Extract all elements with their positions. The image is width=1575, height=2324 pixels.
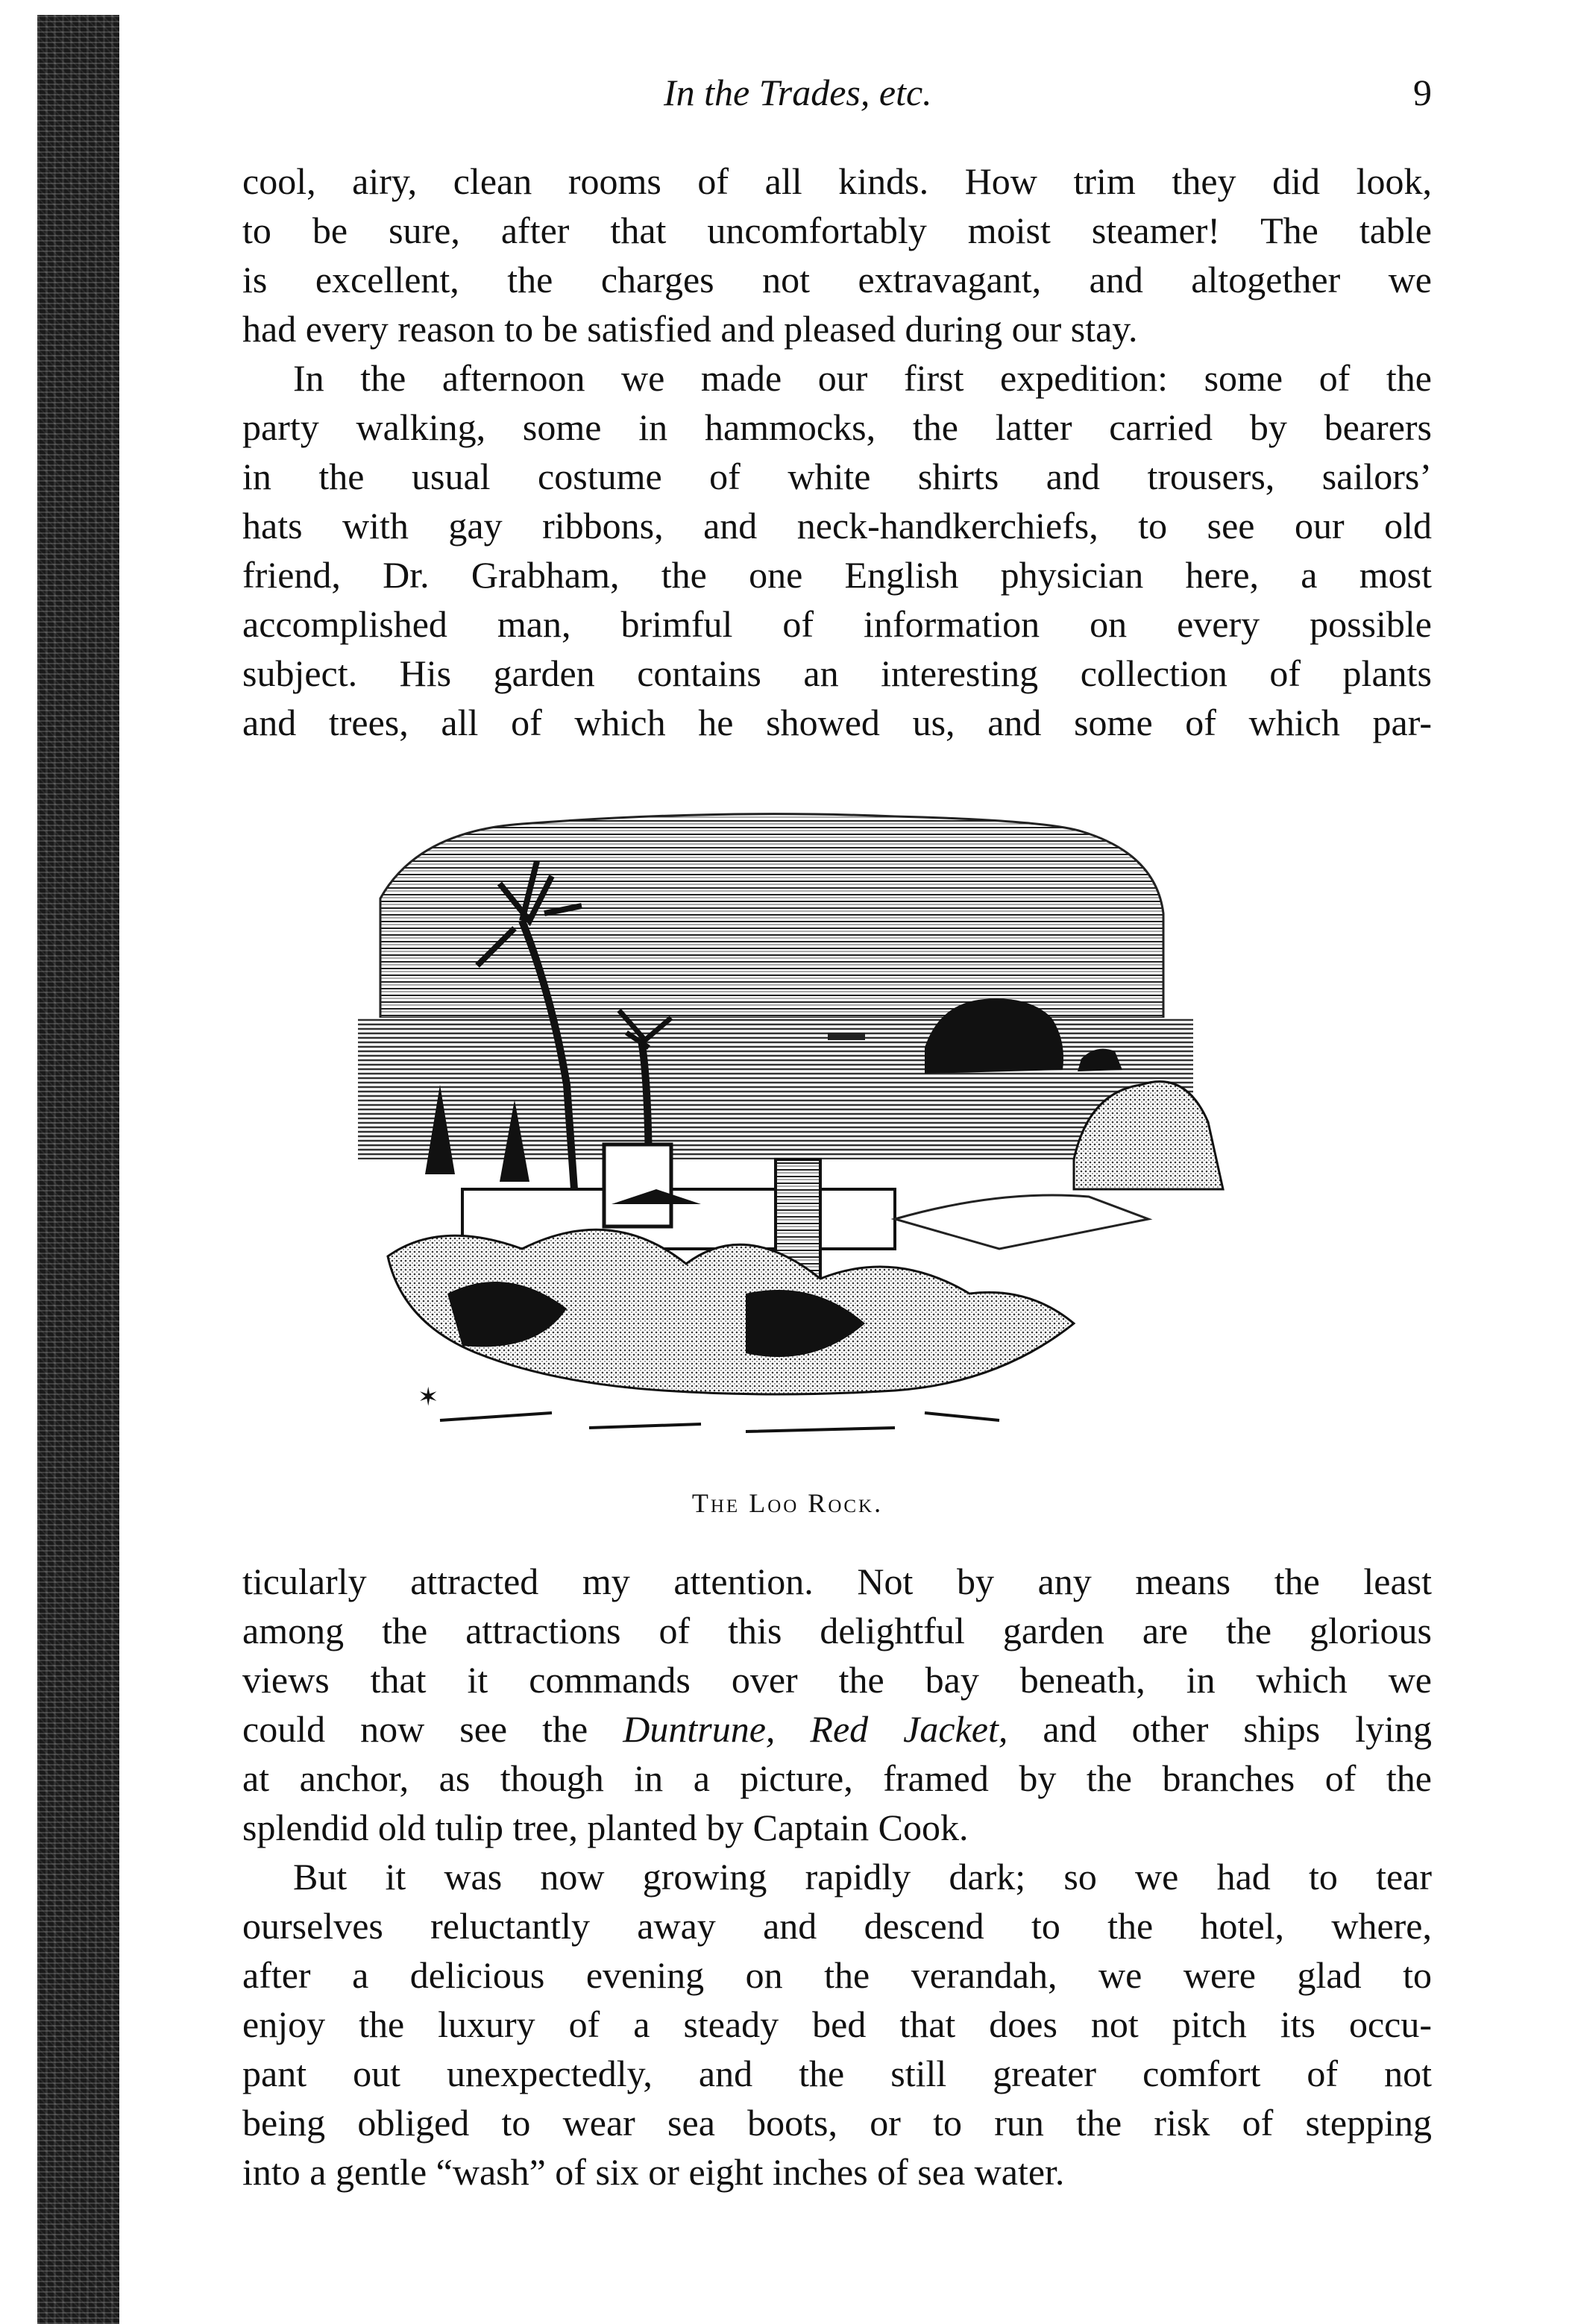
text-line: after a delicious evening on the verandah, we were glad to	[242, 1954, 1432, 1996]
page-number: 9	[1413, 72, 1432, 113]
engraver-mark: ✶	[418, 1382, 439, 1412]
book-spine-shadow	[37, 15, 119, 2324]
text-line: pant out unexpectedly, and the still greater comfort of not	[242, 2053, 1432, 2094]
text-line: among the attractions of this delightful garden are the glorious	[242, 1610, 1432, 1651]
sea	[358, 1018, 1193, 1159]
running-title: In the Trades, etc.	[664, 72, 932, 113]
text-line: cool, airy, clean rooms of all kinds. How trim they did look,	[242, 160, 1432, 202]
text-line: being obliged to wear sea boots, or to run the risk of stepping	[242, 2102, 1432, 2144]
archway	[604, 1144, 671, 1226]
distant-ship	[828, 1033, 865, 1040]
loo-rock-engraving	[328, 772, 1298, 1465]
engraving-svg	[328, 772, 1298, 1465]
figure-caption: The Loo Rock.	[691, 1488, 884, 1518]
text-line: accomplished man, brimful of information on every possible	[242, 603, 1432, 645]
ship-name: Duntrune,	[623, 1708, 776, 1750]
text-line: hats with gay ribbons, and neck-handkerchiefs, to see our old	[242, 505, 1432, 547]
text-line: ticularly attracted my attention. Not by any means the least	[242, 1561, 1432, 1602]
text-line: in the usual costume of white shirts and trousers, sailors’	[242, 456, 1432, 497]
text-line: In the afternoon we made our first expedition: some of the	[293, 357, 1432, 399]
text-line: to be sure, after that uncomfortably moist steamer! The table	[242, 210, 1432, 251]
text-line: party walking, some in hammocks, the latter carried by bearers	[242, 406, 1432, 448]
text-line: ourselves reluctantly away and descend to the hotel, where,	[242, 1905, 1432, 1947]
text-line: splendid old tulip tree, planted by Captain Cook.	[242, 1807, 969, 1848]
text-line: friend, Dr. Grabham, the one English physician here, a most	[242, 554, 1432, 596]
text-line: enjoy the luxury of a steady bed that does not pitch its occu-	[242, 2003, 1432, 2045]
distant-hills	[380, 814, 1163, 1018]
text-line: had every reason to be satisfied and pleased during our stay.	[242, 308, 1138, 350]
text-line: But it was now growing rapidly dark; so we had to tear	[293, 1856, 1432, 1898]
ship-name: Red Jacket,	[810, 1708, 1008, 1750]
running-head	[246, 71, 1432, 123]
garden-path	[895, 1195, 1148, 1249]
text-line: into a gentle “wash” of six or eight inches of sea water.	[242, 2151, 1065, 2193]
text-line: subject. His garden contains an interesting collection of plants	[242, 652, 1432, 694]
text-line-ships	[242, 1704, 1432, 1754]
text-line: at anchor, as though in a picture, framed by the branches of the	[242, 1757, 1432, 1799]
text-line: is excellent, the charges not extravagant, and altogether we	[242, 259, 1432, 300]
ground-lines	[440, 1413, 999, 1432]
text-line: and trees, all of which he showed us, and some of which par-	[242, 702, 1432, 743]
text-line: views that it commands over the bay beneath, in which we	[242, 1659, 1432, 1701]
text-block-bottom	[242, 1557, 1432, 2197]
text-span: could now see the	[242, 1708, 623, 1750]
text-span: and other ships lying	[1007, 1708, 1432, 1750]
text-block-top	[242, 157, 1432, 747]
